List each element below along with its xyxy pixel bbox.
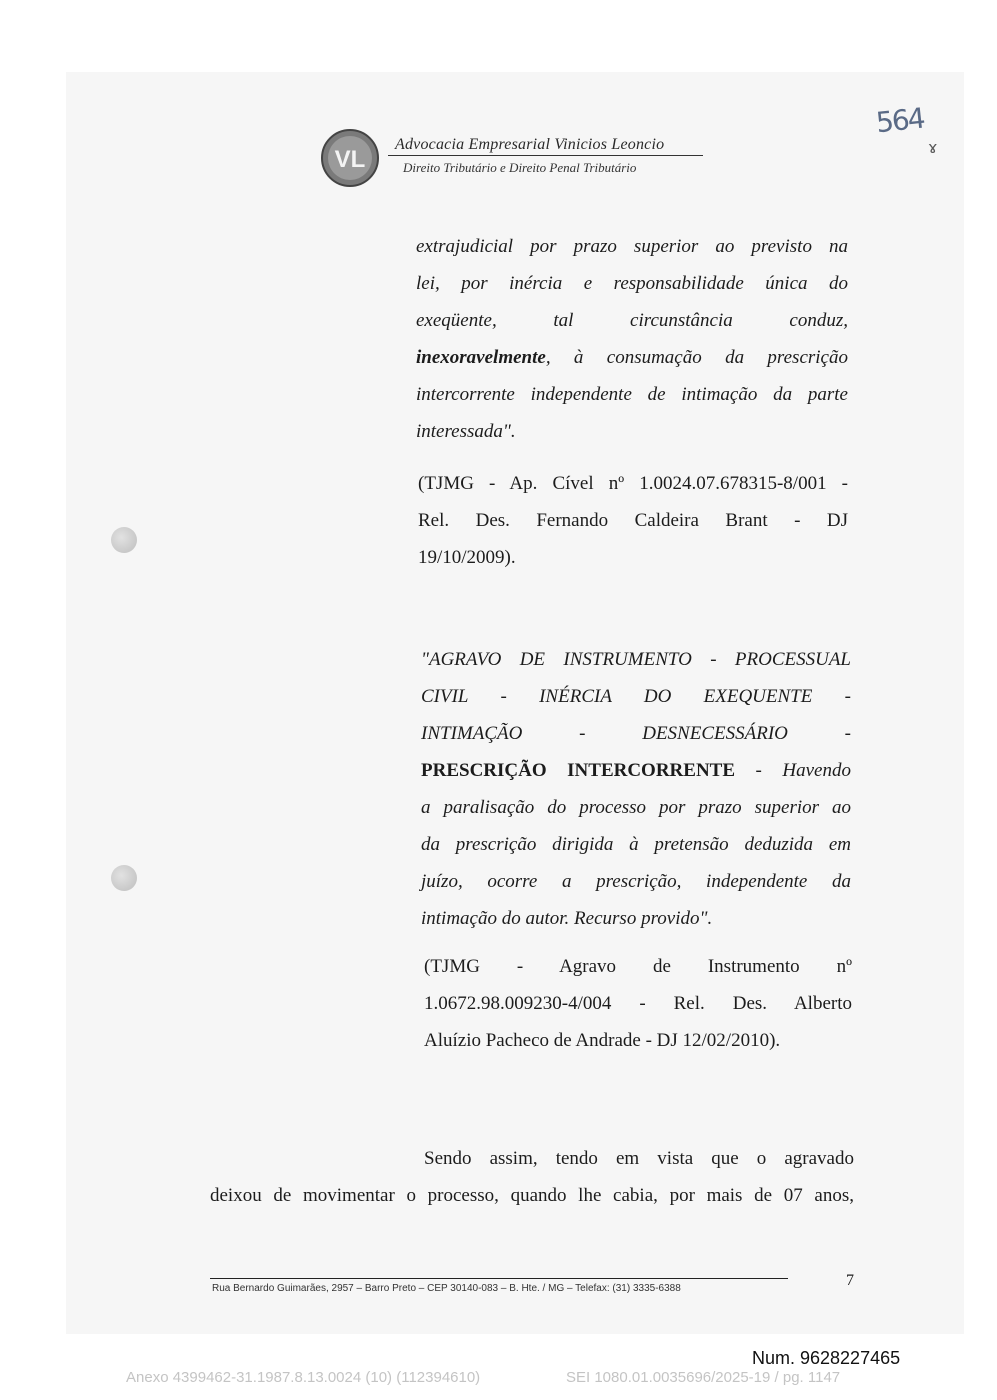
quote-excerpt-2 <box>421 641 851 937</box>
quote2-line: CIVIL - INÉRCIA DO EXEQUENTE - <box>421 686 851 707</box>
quote1-line: intercorrente independente de intimação da parte <box>416 384 848 405</box>
quote2-line: da prescrição dirigida à pretensão deduzida em <box>421 834 851 855</box>
quote2-line: INTIMAÇÃO - DESNECESSÁRIO - <box>421 723 851 744</box>
body-line: Sendo assim, tendo em vista que o agravado <box>424 1148 854 1169</box>
document-number-stamp: Num. 9628227465 <box>752 1348 901 1368</box>
quote2-line: PRESCRIÇÃO INTERCORRENTE - Havendo <box>421 760 851 781</box>
bold-term: inexoravelmente <box>416 347 546 368</box>
citation1-line: (TJMG - Ap. Cível nº 1.0024.07.678315-8/001 - <box>418 473 848 494</box>
letterhead-rule <box>388 155 703 156</box>
quote1-line: lei, por inércia e responsabilidade única do <box>416 273 848 294</box>
sei-watermark: SEI 1080.01.0035696/2025-19 / pg. 1147 <box>566 1369 841 1386</box>
quote2-line: a paralisação do processo por prazo superior ao <box>421 797 851 818</box>
quote1-line: exeqüente, tal circunstância conduz, <box>416 310 848 331</box>
punch-hole-top <box>111 527 137 553</box>
quote1-line: interessada". <box>416 421 516 442</box>
footer-rule <box>210 1278 788 1279</box>
handwritten-mark: ɤ <box>928 138 938 157</box>
firm-logo <box>318 128 382 188</box>
citation-1 <box>418 465 848 576</box>
quote2-line: "AGRAVO DE INSTRUMENTO - PROCESSUAL <box>421 649 851 670</box>
body-paragraph <box>210 1140 854 1214</box>
quote2-line: intimação do autor. Recurso provido". <box>421 908 713 929</box>
bold-term: PRESCRIÇÃO INTERCORRENTE <box>421 760 736 781</box>
citation1-line: Rel. Des. Fernando Caldeira Brant - DJ <box>418 510 848 531</box>
logo-monogram: VL <box>334 146 366 173</box>
page-number: 7 <box>846 1272 854 1289</box>
citation1-line: 19/10/2009). <box>418 547 516 568</box>
citation2-line: Aluízio Pacheco de Andrade - DJ 12/02/2010). <box>424 1030 781 1051</box>
footer-address: Rua Bernardo Guimarães, 2957 – Barro Preto – CEP 30140-083 – B. Hte. / MG – Telefax: (31) 3335-6388 <box>212 1283 681 1294</box>
citation2-line: (TJMG - Agravo de Instrumento nº <box>424 956 852 977</box>
quote1-line: inexoravelmente, à consumação da prescrição <box>416 347 848 368</box>
firm-subtitle: Direito Tributário e Direito Penal Tributário <box>403 160 637 175</box>
body-line: deixou de movimentar o processo, quando lhe cabia, por mais de 07 anos, <box>210 1185 854 1206</box>
citation-2 <box>424 948 852 1059</box>
annex-watermark: Anexo 4399462-31.1987.8.13.0024 (10) (112394610) <box>126 1369 481 1386</box>
quote2-line: juízo, ocorre a prescrição, independente da <box>421 871 851 892</box>
firm-name: Advocacia Empresarial Vinicios Leoncio <box>395 136 665 153</box>
handwritten-folio-number: 564 <box>874 101 926 140</box>
quote1-line: extrajudicial por prazo superior ao previsto na <box>416 236 848 257</box>
quote-excerpt-1 <box>416 228 848 450</box>
citation2-line: 1.0672.98.009230-4/004 - Rel. Des. Alberto <box>424 993 852 1014</box>
punch-hole-bottom <box>111 865 137 891</box>
